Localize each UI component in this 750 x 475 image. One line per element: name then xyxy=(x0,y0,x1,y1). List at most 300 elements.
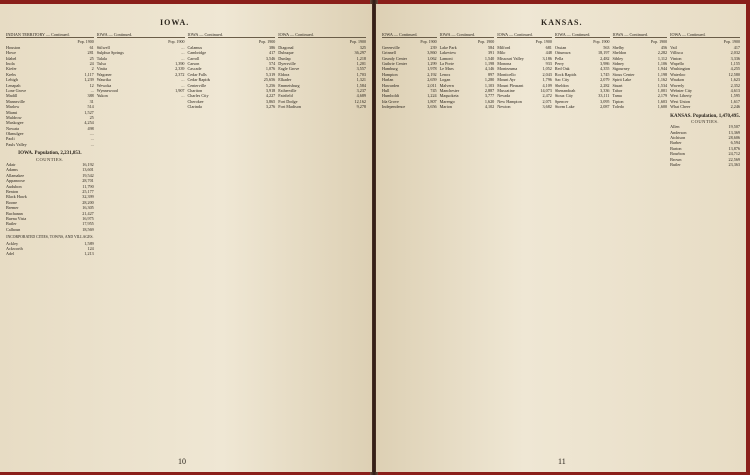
population-value: 1,907 xyxy=(175,87,185,93)
population-value: 4,109 xyxy=(542,82,552,88)
right-running-head: KANSAS. xyxy=(541,18,583,27)
inc-rows xyxy=(6,241,94,257)
population-value: 1,603 xyxy=(657,98,668,104)
place-name: Chariton xyxy=(187,87,203,93)
place-name: Waurika xyxy=(96,77,111,83)
population-value: 1,001 xyxy=(657,87,668,93)
table-row xyxy=(6,251,94,256)
place-name: Carroll xyxy=(187,55,200,61)
population-value: 1,201 xyxy=(356,60,366,66)
pop-label: Pop. 1900 xyxy=(259,39,276,45)
population-value: 18,569 xyxy=(82,226,94,232)
place-name: Dubuque xyxy=(278,50,294,56)
right-col-5 xyxy=(613,32,668,167)
population-value: 2,887 xyxy=(484,87,495,93)
population-value: 1,978 xyxy=(427,66,437,72)
place-name: Greenville xyxy=(382,44,400,50)
place-name: Allamakee xyxy=(6,172,25,178)
place-name: Hamburg xyxy=(382,66,398,72)
population-value: 3,986 xyxy=(600,60,610,66)
place-name: Wapello xyxy=(670,60,684,66)
population-value: 4,102 xyxy=(484,104,495,110)
place-name: Shenandoah xyxy=(554,87,576,93)
column-header: IOWA — Continued. xyxy=(613,32,668,38)
place-name: Muscatine xyxy=(497,87,515,93)
place-name: Carson xyxy=(187,60,200,66)
population-value: 1,390 xyxy=(175,60,185,66)
place-name: Adams xyxy=(6,167,18,173)
population-value: 3,336 xyxy=(730,55,740,61)
population-value: 13,601 xyxy=(82,167,94,173)
left-columns xyxy=(6,32,366,257)
place-name: Lamoni xyxy=(439,55,453,61)
pop-label: Pop. 1900 xyxy=(420,39,437,45)
left-running-head: IOWA. xyxy=(160,18,190,27)
left-col3-rows xyxy=(97,45,185,99)
place-name: Calamus xyxy=(187,44,203,50)
place-name: Waukon xyxy=(670,77,684,83)
place-name: Perry xyxy=(554,60,564,66)
place-name: Centerville xyxy=(187,82,207,88)
place-name: Black Hawk xyxy=(6,194,27,200)
place-name: Lakeview xyxy=(439,50,457,56)
population-value: 1,062 xyxy=(427,55,437,61)
place-name: Atchison xyxy=(670,135,686,141)
population-value: 2,179 xyxy=(657,93,668,99)
place-name: Charles City xyxy=(187,93,209,99)
column-header: IOWA — Continued. xyxy=(440,32,495,38)
table-row xyxy=(670,162,740,167)
population-value: 1,218 xyxy=(356,55,366,61)
place-name: Wagoner xyxy=(96,71,112,77)
place-name: Humboldt xyxy=(382,93,399,99)
population-value: 2,482 xyxy=(600,55,610,61)
place-name: Pella xyxy=(554,55,564,61)
population-value: 2,352 xyxy=(730,82,740,88)
place-name: Boone xyxy=(6,199,17,205)
place-name: Cascade xyxy=(187,66,202,72)
place-name: Logan xyxy=(439,77,451,83)
pop-label: Pop. 1900 xyxy=(168,39,185,45)
place-name: Fort Dodge xyxy=(278,98,298,104)
place-name: Hampton xyxy=(382,71,398,77)
place-name: Elkader xyxy=(278,77,292,83)
place-name: Newton xyxy=(497,104,511,110)
population-value: ... xyxy=(181,55,185,61)
place-name: Diagonal xyxy=(278,44,294,50)
population-value: 5,319 xyxy=(265,71,276,77)
table-row xyxy=(555,104,610,109)
place-name: Ackley xyxy=(6,240,19,246)
population-value: 1,527 xyxy=(84,109,94,115)
population-value: 25,656 xyxy=(263,77,276,83)
right-col5-rows xyxy=(613,45,668,110)
population-value: 32,399 xyxy=(82,194,94,200)
right-col-2 xyxy=(440,32,495,167)
place-name: Red Oak xyxy=(554,66,570,72)
place-name: Cambridge xyxy=(187,50,207,56)
population-value: 2,659 xyxy=(427,77,437,83)
right-col3-rows xyxy=(497,45,552,110)
population-value: 4,254 xyxy=(84,120,94,126)
place-name: Waterloo xyxy=(670,71,686,77)
place-name: Appanoose xyxy=(6,178,25,184)
population-value: 1,213 xyxy=(84,251,94,257)
population-value: 3,336 xyxy=(600,87,610,93)
place-name: Dunlap xyxy=(278,55,291,61)
population-value: 1,106 xyxy=(657,60,668,66)
place-name: Kiefer xyxy=(6,66,17,72)
population-value: 17,955 xyxy=(82,221,94,227)
place-name: Tama xyxy=(612,93,622,99)
table-row xyxy=(6,227,94,232)
left-col1-rows xyxy=(6,45,94,147)
place-name: Adel xyxy=(6,251,15,257)
population-value: 1,589 xyxy=(84,240,94,246)
population-value: 1,745 xyxy=(600,71,610,77)
place-name: Paoli xyxy=(6,136,15,142)
population-value: 61 xyxy=(89,44,94,50)
place-name: Talala xyxy=(96,55,107,61)
table-row xyxy=(440,104,495,109)
column-header: IOWA — Continued. xyxy=(497,32,552,38)
population-value: 1,299 xyxy=(427,60,437,66)
place-name: New Hampton xyxy=(497,98,522,104)
place-name: Sibley xyxy=(612,55,624,61)
right-columns xyxy=(382,32,740,167)
place-name: Monona xyxy=(497,60,512,66)
population-value: 2,472 xyxy=(542,93,552,99)
place-name: Maquoketa xyxy=(439,93,459,99)
place-name: Vail xyxy=(670,44,677,50)
population-value: 25 xyxy=(89,114,94,120)
iowa-population-title: IOWA. Population, 2,231,853. xyxy=(18,151,82,157)
place-name: Guthrie Center xyxy=(382,60,408,66)
population-value: 1,103 xyxy=(484,82,495,88)
right-page xyxy=(376,4,746,472)
population-value: 1,944 xyxy=(657,66,668,72)
place-name: Malvern xyxy=(439,82,454,88)
population-value: 22,569 xyxy=(728,156,740,162)
place-name: Marion xyxy=(439,104,452,110)
place-name: Vinita xyxy=(96,66,107,72)
population-value: 5,256 xyxy=(265,82,276,88)
left-col-2 xyxy=(97,32,185,257)
population-value: 12,580 xyxy=(728,71,740,77)
left-col4-rows xyxy=(188,45,276,110)
population-value: 456 xyxy=(660,44,668,50)
population-value: ... xyxy=(181,82,185,88)
population-value: 3,656 xyxy=(427,104,437,110)
population-value: ... xyxy=(181,44,185,50)
population-value: 1,623 xyxy=(730,77,740,83)
place-name: Stuart xyxy=(612,82,623,88)
table-row xyxy=(188,104,276,109)
place-name: Lenox xyxy=(439,71,451,77)
left-page xyxy=(0,4,372,472)
population-value: 1,620 xyxy=(484,98,495,104)
population-value: 1,162 xyxy=(657,77,668,83)
column-header: IOWA — Continued. xyxy=(188,32,276,38)
place-name: Lehigh xyxy=(6,77,18,83)
place-name: Toledo xyxy=(612,104,625,110)
place-name: Butler xyxy=(6,221,17,227)
column-header: IOWA — Continued. xyxy=(382,32,437,38)
place-name: Marlow xyxy=(6,104,20,110)
population-value: 28,701 xyxy=(82,178,94,184)
place-name: Grundy Center xyxy=(382,55,408,61)
population-value: 681 xyxy=(545,44,552,50)
place-name: Sigourney xyxy=(612,66,630,72)
place-name: Benton xyxy=(6,189,19,194)
place-name: Pauls Valley xyxy=(6,141,27,147)
place-name: Cedar Rapids xyxy=(187,77,211,83)
population-value: 12 xyxy=(89,82,94,88)
place-name: Stilwell xyxy=(96,44,110,50)
place-name: Montezuma xyxy=(497,66,518,72)
place-name: Le Mars xyxy=(439,66,454,72)
place-name: Muldrow xyxy=(6,114,22,120)
place-name: Inola xyxy=(6,60,15,66)
place-name: Sulphur Springs xyxy=(96,50,124,56)
place-name: Adair xyxy=(6,162,16,168)
place-name: Marengo xyxy=(439,98,455,104)
population-value: 3,557 xyxy=(356,66,366,72)
pop-label: Pop. 1900 xyxy=(349,39,366,45)
population-value: 3,095 xyxy=(600,98,610,104)
population-value: 16,192 xyxy=(82,162,94,168)
place-name: Muskogee xyxy=(6,120,24,126)
place-name: Ida Grove xyxy=(382,98,399,104)
column-header: IOWA — Continued. xyxy=(278,32,366,38)
place-name: Rock Rapids xyxy=(554,71,577,77)
population-value: 4,146 xyxy=(484,66,495,72)
place-name: Clarinda xyxy=(187,104,202,110)
population-value: 1,112 xyxy=(657,55,668,61)
place-name: Anderson xyxy=(670,129,687,135)
population-value: 4,227 xyxy=(265,93,276,99)
place-name: Sac City xyxy=(554,77,570,83)
population-value: 325 xyxy=(359,44,366,50)
place-name: Harlan xyxy=(382,77,394,83)
population-value: ... xyxy=(90,87,94,93)
place-name: Bourbon xyxy=(670,151,685,157)
population-value: 745 xyxy=(430,87,437,93)
population-value: 13,369 xyxy=(728,129,740,135)
place-name: Cedar Falls xyxy=(187,71,207,77)
incorporated-label: INCORPORATED CITIES, TOWNS, AND VILLAGES. xyxy=(6,235,94,240)
population-value: 2,282 xyxy=(657,50,668,56)
right-col-3 xyxy=(497,32,552,167)
place-name: Eldora xyxy=(278,71,290,77)
population-value: 3,865 xyxy=(265,98,276,104)
place-name: Ossian xyxy=(554,44,567,50)
population-value: 36,297 xyxy=(354,50,366,56)
table-row xyxy=(670,104,740,109)
population-value: 9,278 xyxy=(356,104,366,110)
column-header: IOWA — Continued. xyxy=(670,32,740,38)
population-value: 2,011 xyxy=(427,82,437,88)
population-value: 417 xyxy=(733,44,740,50)
population-value: 3,682 xyxy=(542,104,552,110)
place-name: Krebs xyxy=(6,71,17,77)
iowa-counties-rows xyxy=(6,162,94,232)
population-value: 2,043 xyxy=(542,71,552,77)
population-value: 563 xyxy=(603,44,610,50)
pop-label: Pop. 1900 xyxy=(77,39,94,45)
population-value: 6,594 xyxy=(730,140,740,146)
place-name: Ackworth xyxy=(6,245,23,251)
population-value: 1,076 xyxy=(265,66,276,72)
place-name: Emmetsburg xyxy=(278,82,300,88)
population-value: 1,807 xyxy=(427,98,437,104)
population-value: 239 xyxy=(430,44,437,50)
population-value: 4,613 xyxy=(730,87,740,93)
population-value: 3,860 xyxy=(427,50,437,56)
population-value: 2 xyxy=(91,66,94,72)
population-value: 1,198 xyxy=(657,71,668,77)
right-col1-rows xyxy=(382,45,437,110)
place-name: Fort Madison xyxy=(278,104,301,110)
population-value: ... xyxy=(90,141,94,147)
table-row xyxy=(613,104,668,109)
population-value: 25,177 xyxy=(82,189,94,194)
population-value: 4,255 xyxy=(730,66,740,72)
population-value: 1,595 xyxy=(730,93,740,99)
place-name: Monticello xyxy=(497,71,516,77)
place-name: Villisca xyxy=(670,50,683,56)
table-row xyxy=(278,104,366,109)
population-value: 24 xyxy=(89,60,94,66)
place-name: Sheldon xyxy=(554,82,569,88)
place-name: Lake Park xyxy=(439,44,457,50)
place-name: Dyersville xyxy=(278,60,296,66)
population-value: 11,790 xyxy=(82,183,94,189)
population-value: 4,355 xyxy=(600,66,610,72)
pop-label: Pop. 1900 xyxy=(478,39,495,45)
population-value: 1,224 xyxy=(427,93,437,99)
place-name: Buchanan xyxy=(6,210,23,216)
place-name: Houston xyxy=(6,44,21,50)
population-value: 417 xyxy=(268,50,276,56)
place-name: Wynnewood xyxy=(96,87,118,93)
place-name: Missouri Valley xyxy=(497,55,524,61)
population-value: ... xyxy=(181,77,185,83)
place-name: Independence xyxy=(382,104,406,110)
population-value: 1,617 xyxy=(730,98,740,104)
population-value: 25 xyxy=(89,55,94,61)
place-name: Lone Grove xyxy=(6,87,27,93)
population-value: 514 xyxy=(87,104,94,110)
place-name: Butler xyxy=(670,162,681,168)
place-name: Sioux City xyxy=(554,93,573,99)
population-value: 124 xyxy=(87,245,94,251)
place-name: Audubon xyxy=(6,183,22,189)
population-value: 1,600 xyxy=(657,104,668,110)
population-value: ... xyxy=(181,50,185,56)
population-value: 3,276 xyxy=(265,104,276,110)
place-name: Mount Ayr xyxy=(497,77,516,83)
place-name: Howe xyxy=(6,50,17,56)
population-value: 3,777 xyxy=(484,93,495,99)
place-name: Fairfield xyxy=(278,93,293,99)
population-value: 2,282 xyxy=(600,82,610,88)
population-value: 281 xyxy=(87,50,94,56)
population-value: ... xyxy=(90,136,94,142)
place-name: Cherokee xyxy=(187,98,204,104)
place-name: Madill xyxy=(6,93,18,99)
place-name: Milford xyxy=(497,44,511,50)
population-value: 897 xyxy=(487,71,495,77)
place-name: Webster City xyxy=(670,87,693,93)
place-name: Sidney xyxy=(612,60,625,66)
place-name: Eagle Grove xyxy=(278,66,300,72)
population-value: 2,372 xyxy=(175,71,185,77)
table-row xyxy=(6,142,94,147)
right-col2-rows xyxy=(440,45,495,110)
place-name: Buena Vista xyxy=(6,215,27,221)
pop-label: Pop. 1900 xyxy=(593,39,610,45)
place-name: Miami xyxy=(6,109,18,115)
population-value: 1,540 xyxy=(484,55,495,61)
place-name: Bremer xyxy=(6,205,19,211)
population-value: 1,280 xyxy=(484,77,495,83)
population-value: 19,507 xyxy=(728,124,740,130)
population-value: 2,339 xyxy=(175,66,185,72)
place-name: Allen xyxy=(670,124,680,130)
population-value: 23,363 xyxy=(728,162,740,168)
right-col-4 xyxy=(555,32,610,167)
place-name: Spirit Lake xyxy=(612,77,632,83)
place-name: Calhoun xyxy=(6,226,21,232)
left-page-number: 10 xyxy=(178,457,186,466)
population-value: 21,427 xyxy=(82,210,94,216)
population-value: 388 xyxy=(87,93,94,99)
population-value: 18,197 xyxy=(597,50,610,56)
place-name: Tabor xyxy=(612,87,623,93)
population-value: 3,918 xyxy=(265,87,276,93)
population-value: 2,071 xyxy=(542,98,552,104)
population-value: 16,305 xyxy=(82,205,94,211)
place-name: West Liberty xyxy=(670,93,692,99)
population-value: 1,534 xyxy=(657,82,668,88)
population-value: ... xyxy=(181,93,185,99)
place-name: Shelby xyxy=(612,44,625,50)
place-name: West Union xyxy=(670,98,690,104)
left-col-1 xyxy=(6,32,94,257)
place-name: Milo xyxy=(497,50,506,56)
place-name: Tulsa xyxy=(96,60,106,66)
population-value: 3,546 xyxy=(265,55,276,61)
place-name: Hull xyxy=(382,87,390,93)
kansas-population-title: KANSAS. Population, 1,470,495. xyxy=(670,113,740,119)
place-name: Vinton xyxy=(670,55,682,61)
population-value: 1,321 xyxy=(356,77,366,83)
population-value: 1,198 xyxy=(484,60,495,66)
place-name: Tipton xyxy=(612,98,624,104)
left-col-4 xyxy=(278,32,366,257)
place-name: La Porte xyxy=(439,60,454,66)
place-name: Manchester xyxy=(439,87,460,93)
place-name: Mount Pleasant xyxy=(497,82,524,88)
place-name: Barton xyxy=(670,145,682,151)
place-name: Nevada xyxy=(497,93,511,99)
pop-label: Pop. 1900 xyxy=(650,39,668,45)
column-header: IOWA — Continued. xyxy=(555,32,610,38)
population-value: 1,584 xyxy=(356,82,366,88)
place-name: Lenapah xyxy=(6,82,21,88)
column-header: IOWA — Continued. xyxy=(97,32,185,38)
